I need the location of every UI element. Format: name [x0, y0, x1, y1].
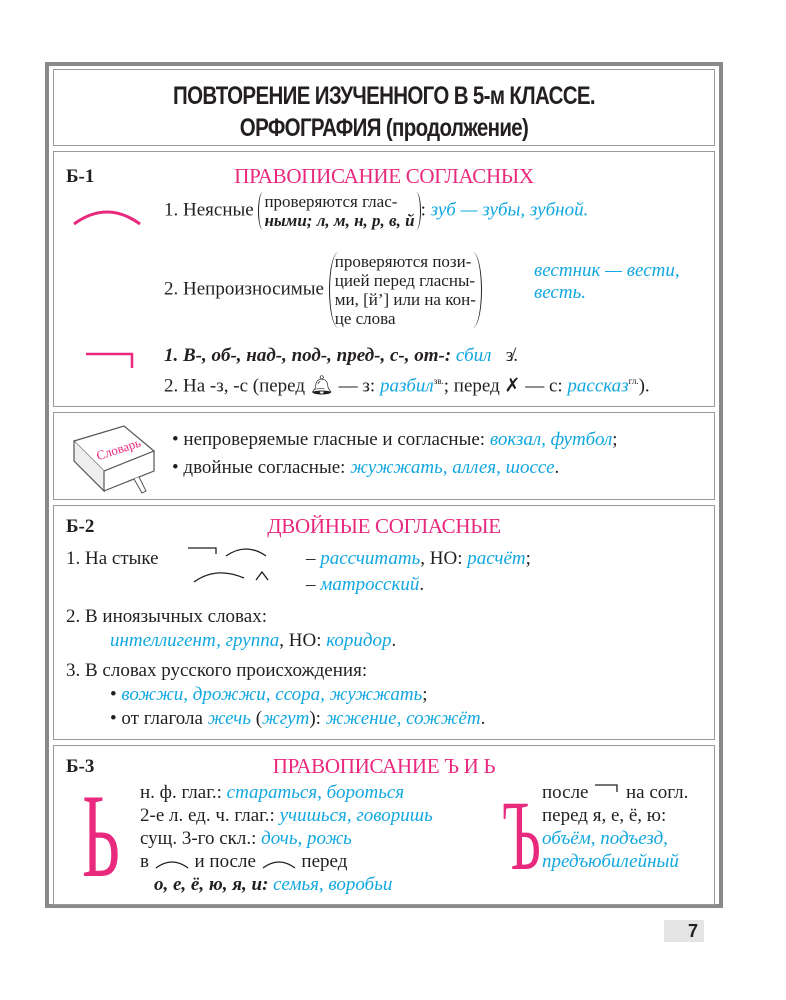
soft-sign-rule — [154, 874, 392, 896]
root-arc-icon — [154, 856, 190, 870]
dictionary-book-icon — [64, 421, 159, 493]
svg-text:Словарь: Словарь — [94, 434, 143, 464]
morpheme-marks-icon — [186, 544, 296, 584]
examples: дочь, рожь — [261, 828, 352, 849]
crossed-bell-icon: ✗ — [504, 375, 521, 397]
paren-line: це слова — [334, 309, 396, 328]
text: . — [554, 457, 560, 478]
example: жечь — [207, 708, 252, 729]
examples: весть. — [534, 282, 586, 303]
section-code: Б-3 — [66, 756, 95, 777]
page-title — [113, 80, 654, 144]
text: ; перед — [443, 375, 500, 397]
item-label: 2. В иноязычных словах: — [66, 606, 267, 627]
example-row: – матросский. — [306, 574, 425, 595]
example-row: – рассчитать, НО: расчёт; — [306, 548, 531, 569]
root-arc-icon — [261, 856, 297, 870]
hard-sign-glyph: Ъ — [502, 780, 541, 891]
section-dictionary — [53, 412, 715, 500]
page-frame — [45, 62, 723, 908]
examples: объём, подъезд, — [542, 828, 668, 849]
examples: интеллигент, группа — [110, 630, 280, 651]
prefix-mark-icon — [593, 782, 621, 796]
examples: предъюбилейный — [542, 851, 679, 872]
item-label: 1. На стыке — [66, 548, 159, 569]
hard-sign-rule: перед я, е, ё, ю: — [542, 805, 667, 826]
section-b1 — [53, 151, 715, 407]
section-code: Б-2 — [66, 516, 95, 537]
example: коридор — [326, 630, 392, 651]
prefix-list: 1. В-, об-, над-, под-, пред-, с-, от-: — [164, 345, 452, 366]
text: после — [542, 782, 589, 803]
text: , НО: — [279, 630, 322, 651]
examples: жжение, сожжёт — [325, 708, 481, 729]
example: сбил — [455, 345, 492, 366]
item-label: 1. Неясные — [164, 199, 254, 221]
soft-sign-rule — [140, 805, 433, 827]
examples: учишься, говоришь — [279, 805, 433, 826]
text: перед — [301, 851, 348, 872]
example: разбил — [379, 375, 434, 397]
text: — з: — [338, 375, 376, 397]
item-silent — [164, 252, 482, 328]
section-b3 — [53, 745, 715, 905]
text: в — [140, 851, 149, 872]
examples: вестник — вести, — [534, 260, 680, 281]
superscript: зв. — [433, 376, 444, 386]
title-line-2: ОРФОГРАФИЯ (продолжение) — [239, 114, 529, 142]
text: — с: — [525, 375, 563, 397]
example: жгут — [262, 708, 310, 729]
text: • непроверяемые гласные и согласные: — [172, 429, 486, 450]
text: н. ф. глаг.: — [140, 782, 222, 803]
soft-sign-rule — [140, 828, 352, 850]
section-heading: ПРАВОПИСАНИЕ Ъ И Ь — [272, 754, 496, 778]
soft-sign-rule — [140, 851, 347, 873]
item-z-s — [164, 370, 650, 397]
dictionary-row — [172, 429, 618, 451]
paren-note — [329, 252, 482, 328]
section-b2 — [53, 505, 715, 740]
text: • двойные согласные: — [172, 457, 346, 478]
example-row: интеллигент, группа, НО: коридор. — [110, 630, 397, 651]
item-label: 2. Непроизносимые — [164, 278, 324, 300]
bell-icon: 🔔︎ — [309, 375, 334, 397]
crossed-z: з̸. — [505, 345, 518, 366]
paren-line: проверяются глас- — [264, 192, 398, 211]
examples: вокзал, футбол — [489, 429, 613, 450]
text: 2-е л. ед. ч. глаг.: — [140, 805, 275, 826]
example: рассказ — [567, 375, 629, 397]
examples: семья, воробьи — [273, 874, 393, 895]
example: рассчитать — [320, 548, 421, 569]
text: • от глагола — [110, 708, 203, 729]
paren-note — [258, 192, 420, 230]
item-label: 3. В словах русского происхождения: — [66, 660, 368, 681]
example: расчёт — [467, 548, 526, 569]
text: ; — [612, 429, 618, 450]
examples: вожжи, дрожжи, ссора, жужжать — [121, 684, 423, 705]
page-number: 7 — [664, 920, 704, 942]
text: , НО: — [420, 548, 463, 569]
item-unclear: 1. Неясные проверяются глас- ными; л, м, н, р, в, й: зуб — зубы, зубной. — [164, 192, 589, 230]
bullet-row: • от глагола жечь (жгут): жжение, сожжёт. — [110, 708, 486, 729]
prefix-mark-icon — [86, 352, 136, 372]
superscript: гл. — [628, 376, 639, 386]
dictionary-row — [172, 457, 559, 479]
text: 2. На -з, -с (перед — [164, 375, 306, 397]
section-code: Б-1 — [66, 166, 95, 187]
examples: зуб — зубы, зубной. — [430, 199, 589, 221]
bullet-row: • вожжи, дрожжи, ссора, жужжать; — [110, 684, 428, 705]
soft-sign-rule — [140, 782, 404, 804]
section-heading: ДВОЙНЫЕ СОГЛАСНЫЕ — [267, 514, 501, 538]
paren-line: ми, [й’] или на кон- — [334, 290, 476, 309]
examples: стараться, бороться — [226, 782, 405, 803]
paren-line: цией перед гласны- — [334, 271, 476, 290]
example: матросский — [320, 574, 420, 595]
item-prefixes — [164, 345, 518, 367]
text: ). — [638, 375, 650, 397]
examples: жужжать, аллея, шоссе — [350, 457, 555, 478]
vowel-list: о, е, ё, ю, я, и: — [154, 874, 269, 895]
text: сущ. 3-го скл.: — [140, 828, 257, 849]
paren-line: проверяются пози- — [334, 252, 472, 271]
root-arc-icon — [72, 204, 142, 229]
section-heading: ПРАВОПИСАНИЕ СОГЛАСНЫХ — [234, 164, 534, 188]
text: на согл. — [626, 782, 689, 803]
soft-sign-glyph: Ь — [82, 769, 120, 902]
title-line-1: ПОВТОРЕНИЕ ИЗУЧЕННОГО В 5-м КЛАССЕ. — [173, 82, 595, 110]
paren-line: ными; л, м, н, р, в, й — [264, 211, 415, 230]
text: и после — [194, 851, 256, 872]
title-section — [53, 69, 715, 146]
hard-sign-rule — [542, 782, 688, 804]
